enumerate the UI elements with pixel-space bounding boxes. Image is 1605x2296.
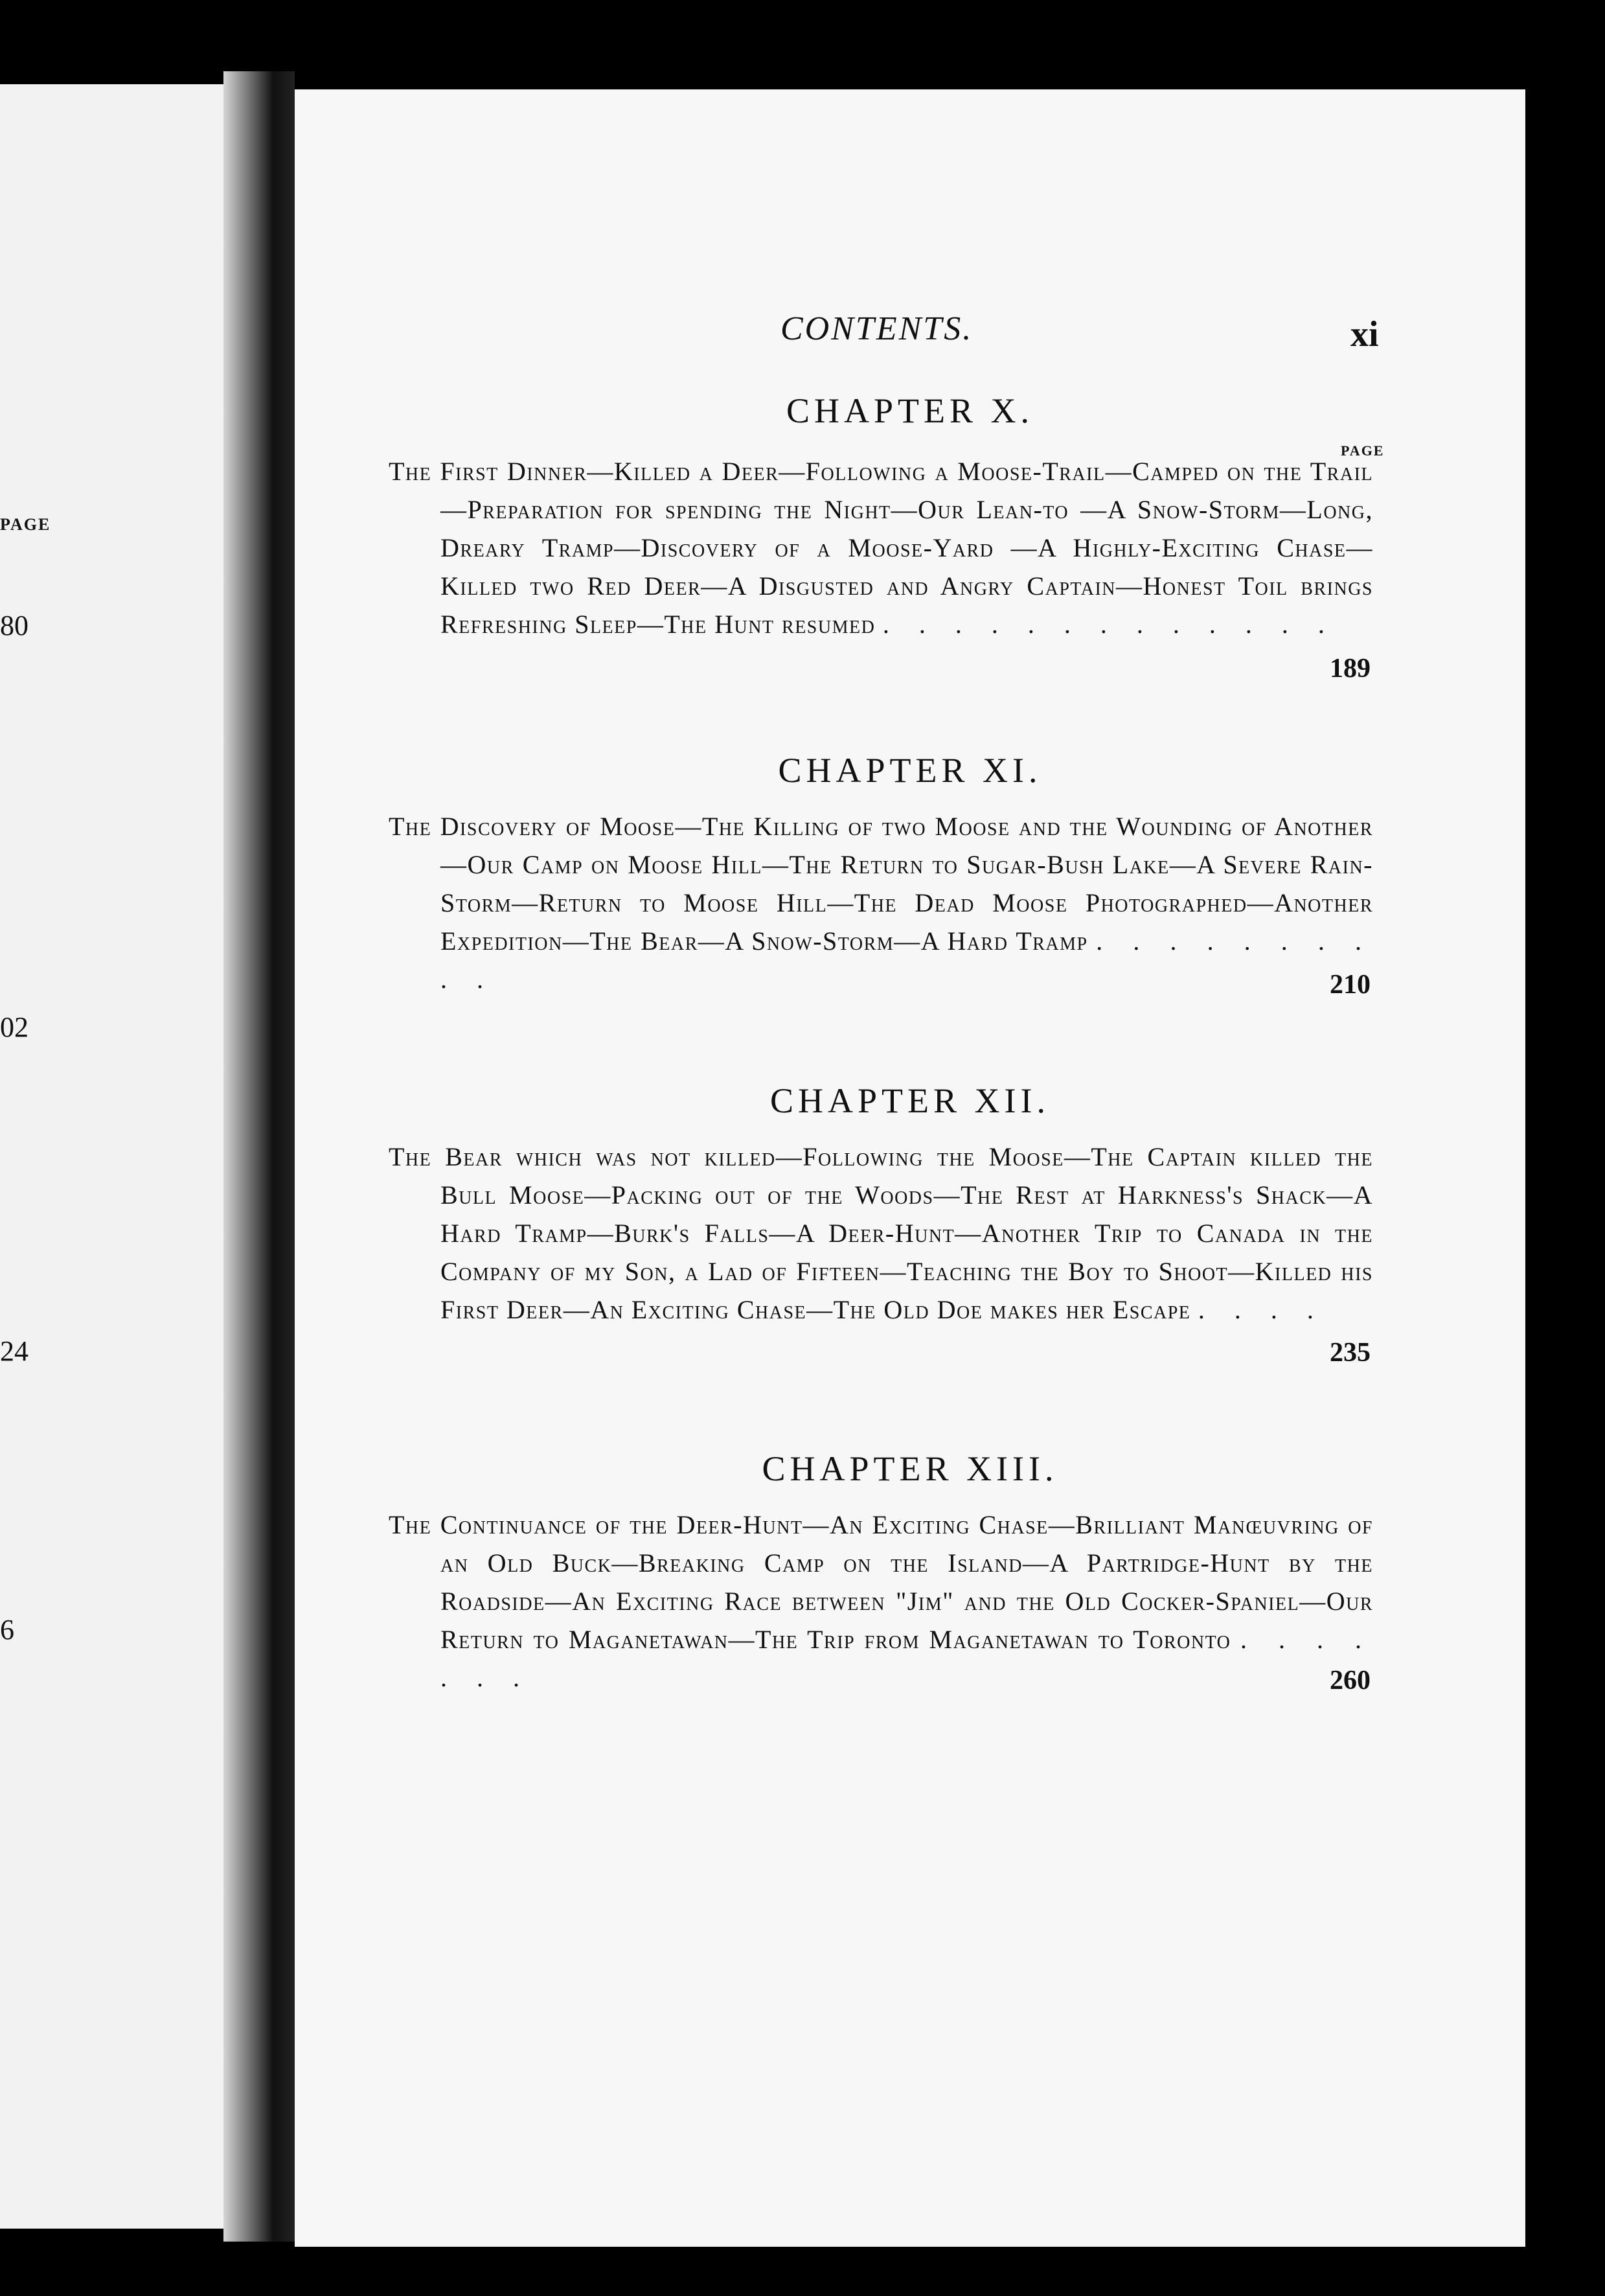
- chapter-summary-text: The Bear which was not killed—Following the Moose—The Captain killed the Bull Moose—Packing out of the Woods—The Rest at Harkness's Shack—A Hard Tramp—Burk's Falls—A Deer-Hunt—Another Trip to Canada in the Company of my Son, a Lad of Fifteen—Teaching the Boy to Shoot—Killed his First Deer—An Exciting Chase—The Old Doe makes her Escape: [389, 1142, 1373, 1324]
- chapter-title: CHAPTER X.: [786, 391, 1034, 430]
- book-gutter-shadow: [223, 71, 295, 2242]
- previous-page-label: PAGE: [0, 515, 51, 534]
- chapter-page-number: 235: [1330, 1338, 1371, 1368]
- chapter-title: CHAPTER XI.: [778, 751, 1042, 790]
- chapter-summary: [389, 807, 1373, 998]
- chapter-summary: [389, 1506, 1373, 1697]
- chapter-summary-text: The Continuance of the Deer-Hunt—An Exciting Chase—Brilliant Manœuvring of an Old Buck—Breaking Camp on the Island—A Partridge-Hunt by the Roadside—An Exciting Race between "Jim" and the Old Cocker-Spaniel—Our Return to Maganetawan—The Trip from Maganetawan to Toronto: [389, 1510, 1373, 1654]
- dot-leader: . . . . . . . . . .: [440, 926, 1374, 994]
- dot-leader: . . . . . . . . . . . . .: [882, 610, 1336, 639]
- chapter-title: CHAPTER XIII.: [762, 1449, 1058, 1488]
- chapter-summary: [389, 452, 1373, 643]
- chapter-page-number: 210: [1330, 970, 1371, 1000]
- dot-leader: . . . .: [1198, 1295, 1325, 1324]
- previous-page-number: 24: [0, 1335, 28, 1367]
- chapter-page-number: 189: [1330, 654, 1371, 683]
- contents-page: [295, 89, 1525, 2247]
- previous-page-number: 6: [0, 1614, 14, 1646]
- chapter-summary-text: The Discovery of Moose—The Killing of two Moose and the Wounding of Another—Our Camp on Moose Hill—The Return to Sugar-Bush Lake—A Severe Rain-Storm—Return to Moose Hill—The Dead Moose Photographed—Another Expedition—The Bear—A Snow-Storm—A Hard Tramp: [389, 812, 1373, 956]
- chapter-title: CHAPTER XII.: [770, 1081, 1050, 1120]
- page-column-label: PAGE: [1341, 442, 1385, 459]
- chapter-page-number: 260: [1330, 1666, 1371, 1695]
- previous-page-number: 80: [0, 610, 28, 641]
- page-header: [295, 310, 1525, 362]
- running-head: CONTENTS.: [780, 310, 973, 347]
- dot-leader: . . . . . . .: [440, 1625, 1374, 1692]
- chapter-summary: [389, 1138, 1373, 1329]
- page-folio: xi: [1350, 314, 1379, 354]
- previous-page-fragment: [0, 84, 233, 2229]
- previous-page-number: 02: [0, 1011, 28, 1043]
- chapter-summary-text: The First Dinner—Killed a Deer—Following a Moose-Trail—Camped on the Trail—Preparation for spending the Night—Our Lean-to —A Snow-Storm—Long, Dreary Tramp—Discovery of a Moose-Yard —A Highly-Exciting Chase—Killed two Red Deer—A Disgusted and Angry Captain—Honest Toil brings Refreshing Sleep—The Hunt resumed: [389, 457, 1373, 639]
